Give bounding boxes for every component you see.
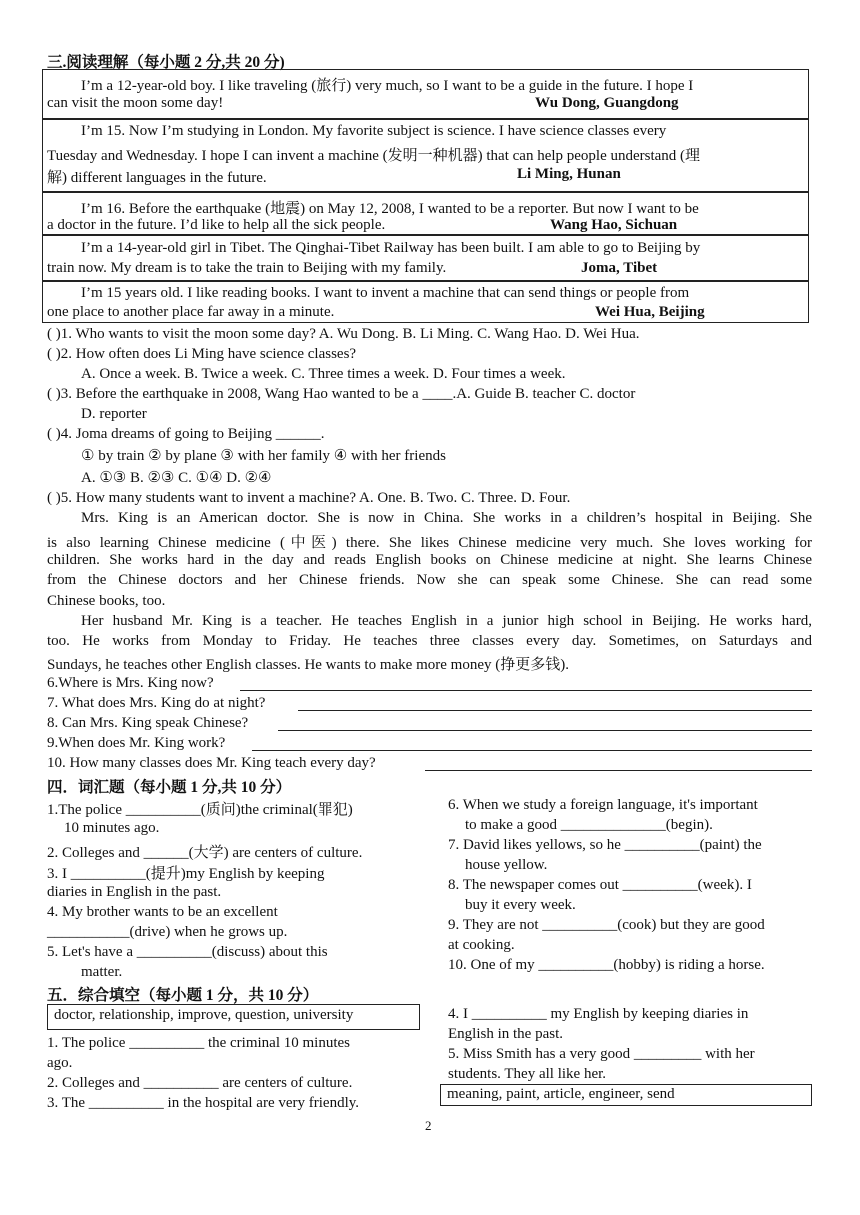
passage-line: I’m a 12-year-old boy. I like traveling (旅行) very much, so I want to be a guide in the future. I hope I <box>81 78 694 94</box>
answer-line-7[interactable] <box>298 710 812 711</box>
cloze-item-3: 3. The __________ in the hospital are very friendly. <box>47 1095 360 1111</box>
word-bank-1: doctor, relationship, improve, question, university <box>47 1004 420 1030</box>
passage2-line: children. She works hard in the day and reads English books on Chinese medicine at night. She learns Chinese <box>47 552 812 568</box>
open-question-7: 7. What does Mrs. King do at night? <box>47 695 266 711</box>
passage-box-4 <box>42 235 809 281</box>
cloze-item-5: 5. Miss Smith has a very good _________ with her <box>448 1046 755 1062</box>
passage2-line: Sundays, he teaches other English classes. He wants to make more money (挣更多钱). <box>47 657 569 673</box>
open-question-8: 8. Can Mrs. King speak Chinese? <box>47 715 249 731</box>
answer-line-10[interactable] <box>425 770 812 771</box>
section4-title: 四．词汇题（每小题 1 分,共 10 分） <box>47 779 292 796</box>
cloze-item-4-cont: English in the past. <box>448 1026 563 1042</box>
vocab-item-2: 2. Colleges and ______(大学) are centers of culture. <box>47 845 363 861</box>
cloze-item-1-cont: ago. <box>47 1055 73 1071</box>
word-bank-2: meaning, paint, article, engineer, send <box>440 1084 812 1106</box>
vocab-item-6: 6. When we study a foreign language, it's important <box>448 797 758 813</box>
vocab-item-7-cont: house yellow. <box>465 857 548 873</box>
vocab-item-4-cont: ___________(drive) when he grows up. <box>47 924 288 940</box>
passage-box-1 <box>42 69 809 119</box>
passage-line: train now. My dream is to take the train to Beijing with my family. <box>47 260 447 276</box>
cloze-item-1: 1. The police __________ the criminal 10 minutes <box>47 1035 351 1051</box>
passage-author: Li Ming, Hunan <box>517 166 621 182</box>
passage2-line: too. He works from Monday to Friday. He teaches three classes every day. Sometimes, on Saturdays and <box>47 633 812 649</box>
passage-line: 解) different languages in the future. <box>47 170 267 186</box>
passage-line: can visit the moon some day! <box>47 95 224 111</box>
passage-box-2 <box>42 119 809 192</box>
vocab-item-8-cont: buy it every week. <box>465 897 576 913</box>
vocab-item-9-cont: at cooking. <box>448 937 515 953</box>
section5-title: 五．综合填空（每小题 1 分，共 10 分） <box>47 987 319 1004</box>
passage-line: I’m 15 years old. I like reading books. I want to invent a machine that can send things or people from <box>81 285 690 301</box>
passage-line: I’m 16. Before the earthquake (地震) on May 12, 2008, I wanted to be a reporter. But now I want to be <box>81 201 699 217</box>
cloze-item-2: 2. Colleges and __________ are centers of culture. <box>47 1075 353 1091</box>
open-question-6: 6.Where is Mrs. King now? <box>47 675 214 691</box>
passage-line: one place to another place far away in a minute. <box>47 304 335 320</box>
passage-box-3 <box>42 192 809 235</box>
passage-author: Wu Dong, Guangdong <box>535 95 679 111</box>
mc-question-2: ( )2. How often does Li Ming have science classes? <box>47 346 357 362</box>
passage-author: Joma, Tibet <box>581 260 658 276</box>
mc-options-4: A. ①③ B. ②③ C. ①④ D. ②④ <box>81 470 272 486</box>
vocab-item-9: 9. They are not __________(cook) but they are good <box>448 917 765 933</box>
cloze-item-5-cont: students. They all like her. <box>448 1066 607 1082</box>
cloze-item-4: 4. I __________ my English by keeping diaries in <box>448 1006 749 1022</box>
mc-options-2: A. Once a week. B. Twice a week. C. Three times a week. D. Four times a week. <box>81 366 566 382</box>
passage-line: a doctor in the future. I’d like to help all the sick people. <box>47 217 386 233</box>
passage2-line: is also learning Chinese medicine (中医) there. She likes Chinese medicine very much. She loves working for <box>47 535 812 551</box>
vocab-item-5: 5. Let's have a __________(discuss) about this <box>47 944 328 960</box>
passage-author: Wei Hua, Beijing <box>595 304 705 320</box>
passage2-line: Mrs. King is an American doctor. She is now in China. She works in a children’s hospital in Beijing. She <box>81 510 812 526</box>
passage-box-5 <box>42 281 809 323</box>
vocab-item-6-cont: to make a good ______________(begin). <box>465 817 713 833</box>
section3-title: 三.阅读理解（每小题 2 分,共 20 分) <box>47 54 285 71</box>
open-question-9: 9.When does Mr. King work? <box>47 735 226 751</box>
vocab-item-3: 3. I __________(提升)my English by keeping <box>47 866 325 882</box>
vocab-item-10: 10. One of my __________(hobby) is riding a horse. <box>448 957 765 973</box>
vocab-item-1: 1.The police __________(质问)the criminal(罪犯) <box>47 802 353 818</box>
answer-line-8[interactable] <box>278 730 812 731</box>
mc-question-4: ( )4. Joma dreams of going to Beijing ______. <box>47 426 325 442</box>
answer-line-9[interactable] <box>252 750 812 751</box>
passage2-line: Her husband Mr. King is a teacher. He teaches English in a junior high school in Beijing. He works hard, <box>81 613 812 629</box>
mc-question-1: ( )1. Who wants to visit the moon some day? A. Wu Dong. B. Li Ming. C. Wang Hao. D. Wei Hua. <box>47 326 640 342</box>
mc-question-5: ( )5. How many students want to invent a machine? A. One. B. Two. C. Three. D. Four. <box>47 490 571 506</box>
passage-line: I’m 15. Now I’m studying in London. My favorite subject is science. I have science classes every <box>81 123 667 139</box>
passage2-line: from the Chinese doctors and her Chinese friends. Now she can speak some Chinese. She can read some <box>47 572 812 588</box>
vocab-item-5-cont: matter. <box>81 964 123 980</box>
vocab-item-1-cont: 10 minutes ago. <box>64 820 160 836</box>
passage-author: Wang Hao, Sichuan <box>550 217 678 233</box>
vocab-item-3-cont: diaries in English in the past. <box>47 884 222 900</box>
open-question-10: 10. How many classes does Mr. King teach every day? <box>47 755 376 771</box>
vocab-item-8: 8. The newspaper comes out __________(week). I <box>448 877 752 893</box>
mc-options-3: D. reporter <box>81 406 147 422</box>
passage-line: Tuesday and Wednesday. I hope I can invent a machine (发明一种机器) that can help people understand (理 <box>47 148 701 164</box>
vocab-item-7: 7. David likes yellows, so he __________(paint) the <box>448 837 762 853</box>
passage2-line: Chinese books, too. <box>47 593 166 609</box>
answer-line-6[interactable] <box>240 690 812 691</box>
page-number: 2 <box>425 1118 432 1133</box>
vocab-item-4: 4. My brother wants to be an excellent <box>47 904 278 920</box>
mc-choices-4: ① by train ② by plane ③ with her family ④ with her friends <box>81 448 446 464</box>
passage-line: I’m a 14-year-old girl in Tibet. The Qinghai-Tibet Railway has been built. I am able to go to Beijing by <box>81 240 701 256</box>
mc-question-3: ( )3. Before the earthquake in 2008, Wang Hao wanted to be a ____.A. Guide B. teacher C. doctor <box>47 386 636 402</box>
